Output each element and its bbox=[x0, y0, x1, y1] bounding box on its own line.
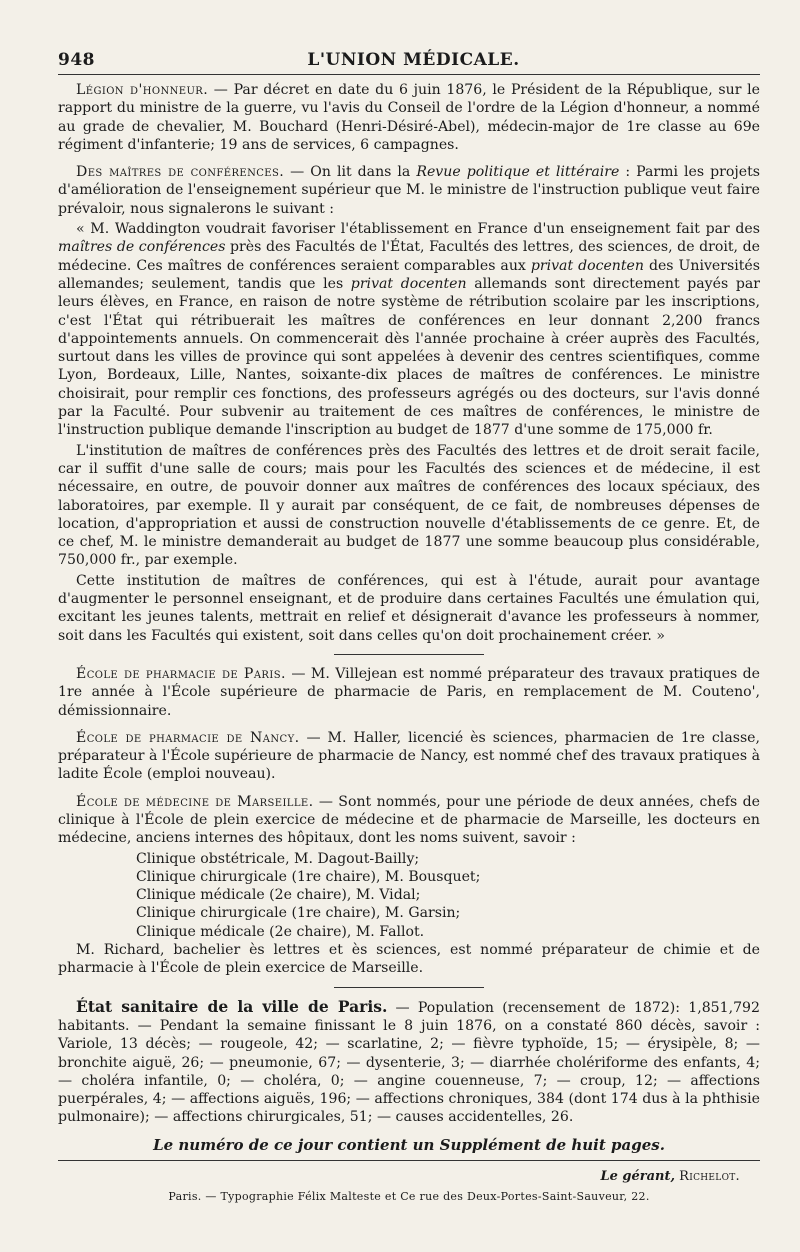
section-lead: École de pharmacie de Paris. bbox=[76, 665, 286, 682]
gerant-signature bbox=[58, 1169, 740, 1184]
list-item: Clinique obstétricale, M. Dagout-Bailly; bbox=[136, 850, 420, 867]
supplement-notice: Le numéro de ce jour contient un Supplément de huit pages. bbox=[153, 1135, 665, 1154]
italic-term: privat docenten bbox=[530, 257, 644, 274]
italic-term: maîtres de conférences bbox=[58, 239, 226, 256]
list-item: Clinique médicale (2e chaire), M. Fallot. bbox=[136, 923, 425, 940]
paragraph-text: — Sont nommés, pour une période de deux années, chefs de clinique à l'École de plein exercice de médecine et de pharmacie de Marseille, les docteurs en médecine, anciens internes des hôpitaux, dont les noms suivent, savoir : bbox=[58, 793, 760, 847]
page-number: 948 bbox=[58, 50, 95, 70]
paragraph-text: « M. Waddington voudrait favoriser l'établissement en France d'un enseignement fait par des bbox=[76, 221, 760, 238]
paragraph-text: allemands sont directement payés par leurs élèves, en France, en raison de notre système de rétribution scolaire par les inscriptions, c'est l'État qui rétribuerait les maîtres de conférences en leur donnant 2,200 francs d'appointements annuels. On commencerait dès l'année prochaine à créer auprès des Facultés, surtout dans les villes de province qui sont appelées à devenir des centres scientifiques, comme Lyon, Bordeaux, Lille, Nantes, soixante-dix places de maîtres de conférences. Le ministre choisirait, pour remplir ces fonctions, des professeurs agrégés ou des docteurs, sur l'avis donné par la Faculté. Pour subvenir au traitement de ces maîtres de conférences, le ministre de l'instruction publique demande l'inscription au budget de 1877 d'une somme de 175,000 fr. bbox=[58, 275, 760, 439]
section-divider bbox=[334, 987, 484, 988]
maitres-conferences-quote-3: Cette institution de maîtres de conférences, qui est à l'étude, aurait pour avantage d'augmenter le personnel enseignant, et de produire dans certaines Facultés une émulation qui, excitant les jeunes talents, mettrait en relief et désignerait d'avance les professeurs à nommer, soit dans les Facultés qui existent, soit dans celles qu'on doit prochainement créer. » bbox=[58, 572, 760, 644]
page-header bbox=[58, 50, 760, 75]
section-lead: École de médecine de Marseille. bbox=[76, 793, 314, 810]
printer-imprint: Paris. — Typographie Félix Malteste et Ce rue des Deux-Portes-Saint-Sauveur, 22. bbox=[168, 1189, 650, 1203]
section-lead: École de pharmacie de Nancy. bbox=[76, 729, 300, 746]
section-lead: État sanitaire de la ville de Paris. bbox=[76, 996, 388, 1016]
running-title: L'UNION MÉDICALE. bbox=[307, 50, 520, 70]
paragraph-text: : Parmi les projets d'amélioration de l'enseignement supérieur que M. le ministre de l'instruction publique veut faire prévaloir, nous signalerons le suivant : bbox=[58, 164, 760, 217]
maitres-conferences-quote-2: L'institution de maîtres de conférences près des Facultés des lettres et de droit serait facile, car il suffit d'une salle de cours; mais pour les Facultés des sciences et de médecine, il est nécessaire, en outre, de pouvoir donner aux maîtres de conférences des locaux spéciaux, des laboratoires, par exemple. Il y aurait par conséquent, de ce fait, de nombreuses dépenses de location, d'appropriation et aussi de construction nouvelle d'établissements de ce genre. Et, de ce chef, M. le ministre demanderait au budget de 1877 une somme beaucoup plus considérable, 750,000 fr., par exemple. bbox=[58, 442, 760, 569]
italic-term: privat docenten bbox=[350, 275, 467, 292]
maitres-conferences-intro bbox=[58, 163, 760, 218]
etat-sanitaire-paragraph bbox=[58, 998, 760, 1127]
paragraph-text: — M. Villejean est nommé préparateur des travaux pratiques de 1re année à l'École supérieure de pharmacie de Paris, en remplacement de M. Couteno', démissionnaire. bbox=[58, 665, 760, 719]
paragraph-text: près des Facultés de l'État, Facultés des lettres, des sciences, de droit, de médecine. Ces maîtres de conférences seraient comparables aux bbox=[58, 239, 760, 274]
list-item: Clinique chirurgicale (1re chaire), M. Garsin; bbox=[136, 905, 461, 922]
paragraph-text: — Par décret en date du 6 juin 1876, le Président de la République, sur le rapport du ministre de la guerre, vu l'avis du Conseil de l'ordre de la Légion d'honneur, a nommé au grade de chevalier, M. Bouchard (Henri-Désiré-Abel), médecin-major de 1re classe au 69e régiment d'infanterie; 19 ans de services, 6 campagnes. bbox=[58, 82, 760, 153]
list-item: Clinique médicale (2e chaire), M. Vidal; bbox=[136, 887, 421, 904]
revue-title: Revue politique et littéraire bbox=[416, 164, 620, 181]
paragraph-text: — M. Haller, licencié ès sciences, pharmacien de 1re classe, préparateur à l'École supérieure de pharmacie de Nancy, est nommé chef des travaux pratiques à ladite École (emploi nouveau). bbox=[58, 729, 761, 783]
footer-rule bbox=[58, 1160, 760, 1161]
richard-paragraph: M. Richard, bachelier ès lettres et ès sciences, est nommé préparateur de chimie et de pharmacie à l'École de plein exercice de Marseille. bbox=[58, 942, 760, 977]
section-lead: Des maîtres de conférences. bbox=[76, 164, 285, 181]
paragraph-text: — Population (recensement de 1872): 1,851,792 habitants. — Pendant la semaine finissant le 8 juin 1876, on a constaté 860 décès, savoir : Variole, 13 décès; — rougeole, 42; — scarlatine, 2; — fièvre typhoïde, 15; — érysipèle, 8; — bronchite aiguë, 26; — pneumonie, 67; — dysenterie, 3; — diarrhée cholériforme des enfants, 4; — choléra infantile, 0; — choléra, 0; — angine couenneuse, 7; — croup, 12; — affections puerpérales, 4; — affections aiguës, 196; — affections chroniques, 384 (dont 174 dus à la phthisie pulmonaire); — affections chirurgicales, 51; — causes accidentelles, 26. bbox=[58, 999, 760, 1126]
paragraph-text: — On lit dans la bbox=[284, 164, 417, 181]
gerant-label: Le gérant, bbox=[600, 1168, 676, 1184]
maitres-conferences-quote-1 bbox=[58, 220, 760, 440]
gerant-name: Richelot. bbox=[679, 1168, 740, 1184]
pharmacie-nancy-paragraph bbox=[58, 729, 760, 784]
clinique-list bbox=[136, 850, 760, 941]
section-divider bbox=[334, 654, 484, 655]
medecine-marseille-paragraph bbox=[58, 793, 760, 848]
legion-honneur-paragraph bbox=[58, 81, 760, 154]
pharmacie-paris-paragraph bbox=[58, 665, 760, 720]
section-lead: Légion d'honneur. bbox=[76, 82, 209, 98]
list-item: Clinique chirurgicale (1re chaire), M. Bousquet; bbox=[136, 868, 481, 885]
paragraph-text: des Universités allemandes; seulement, tandis que les bbox=[58, 257, 760, 292]
